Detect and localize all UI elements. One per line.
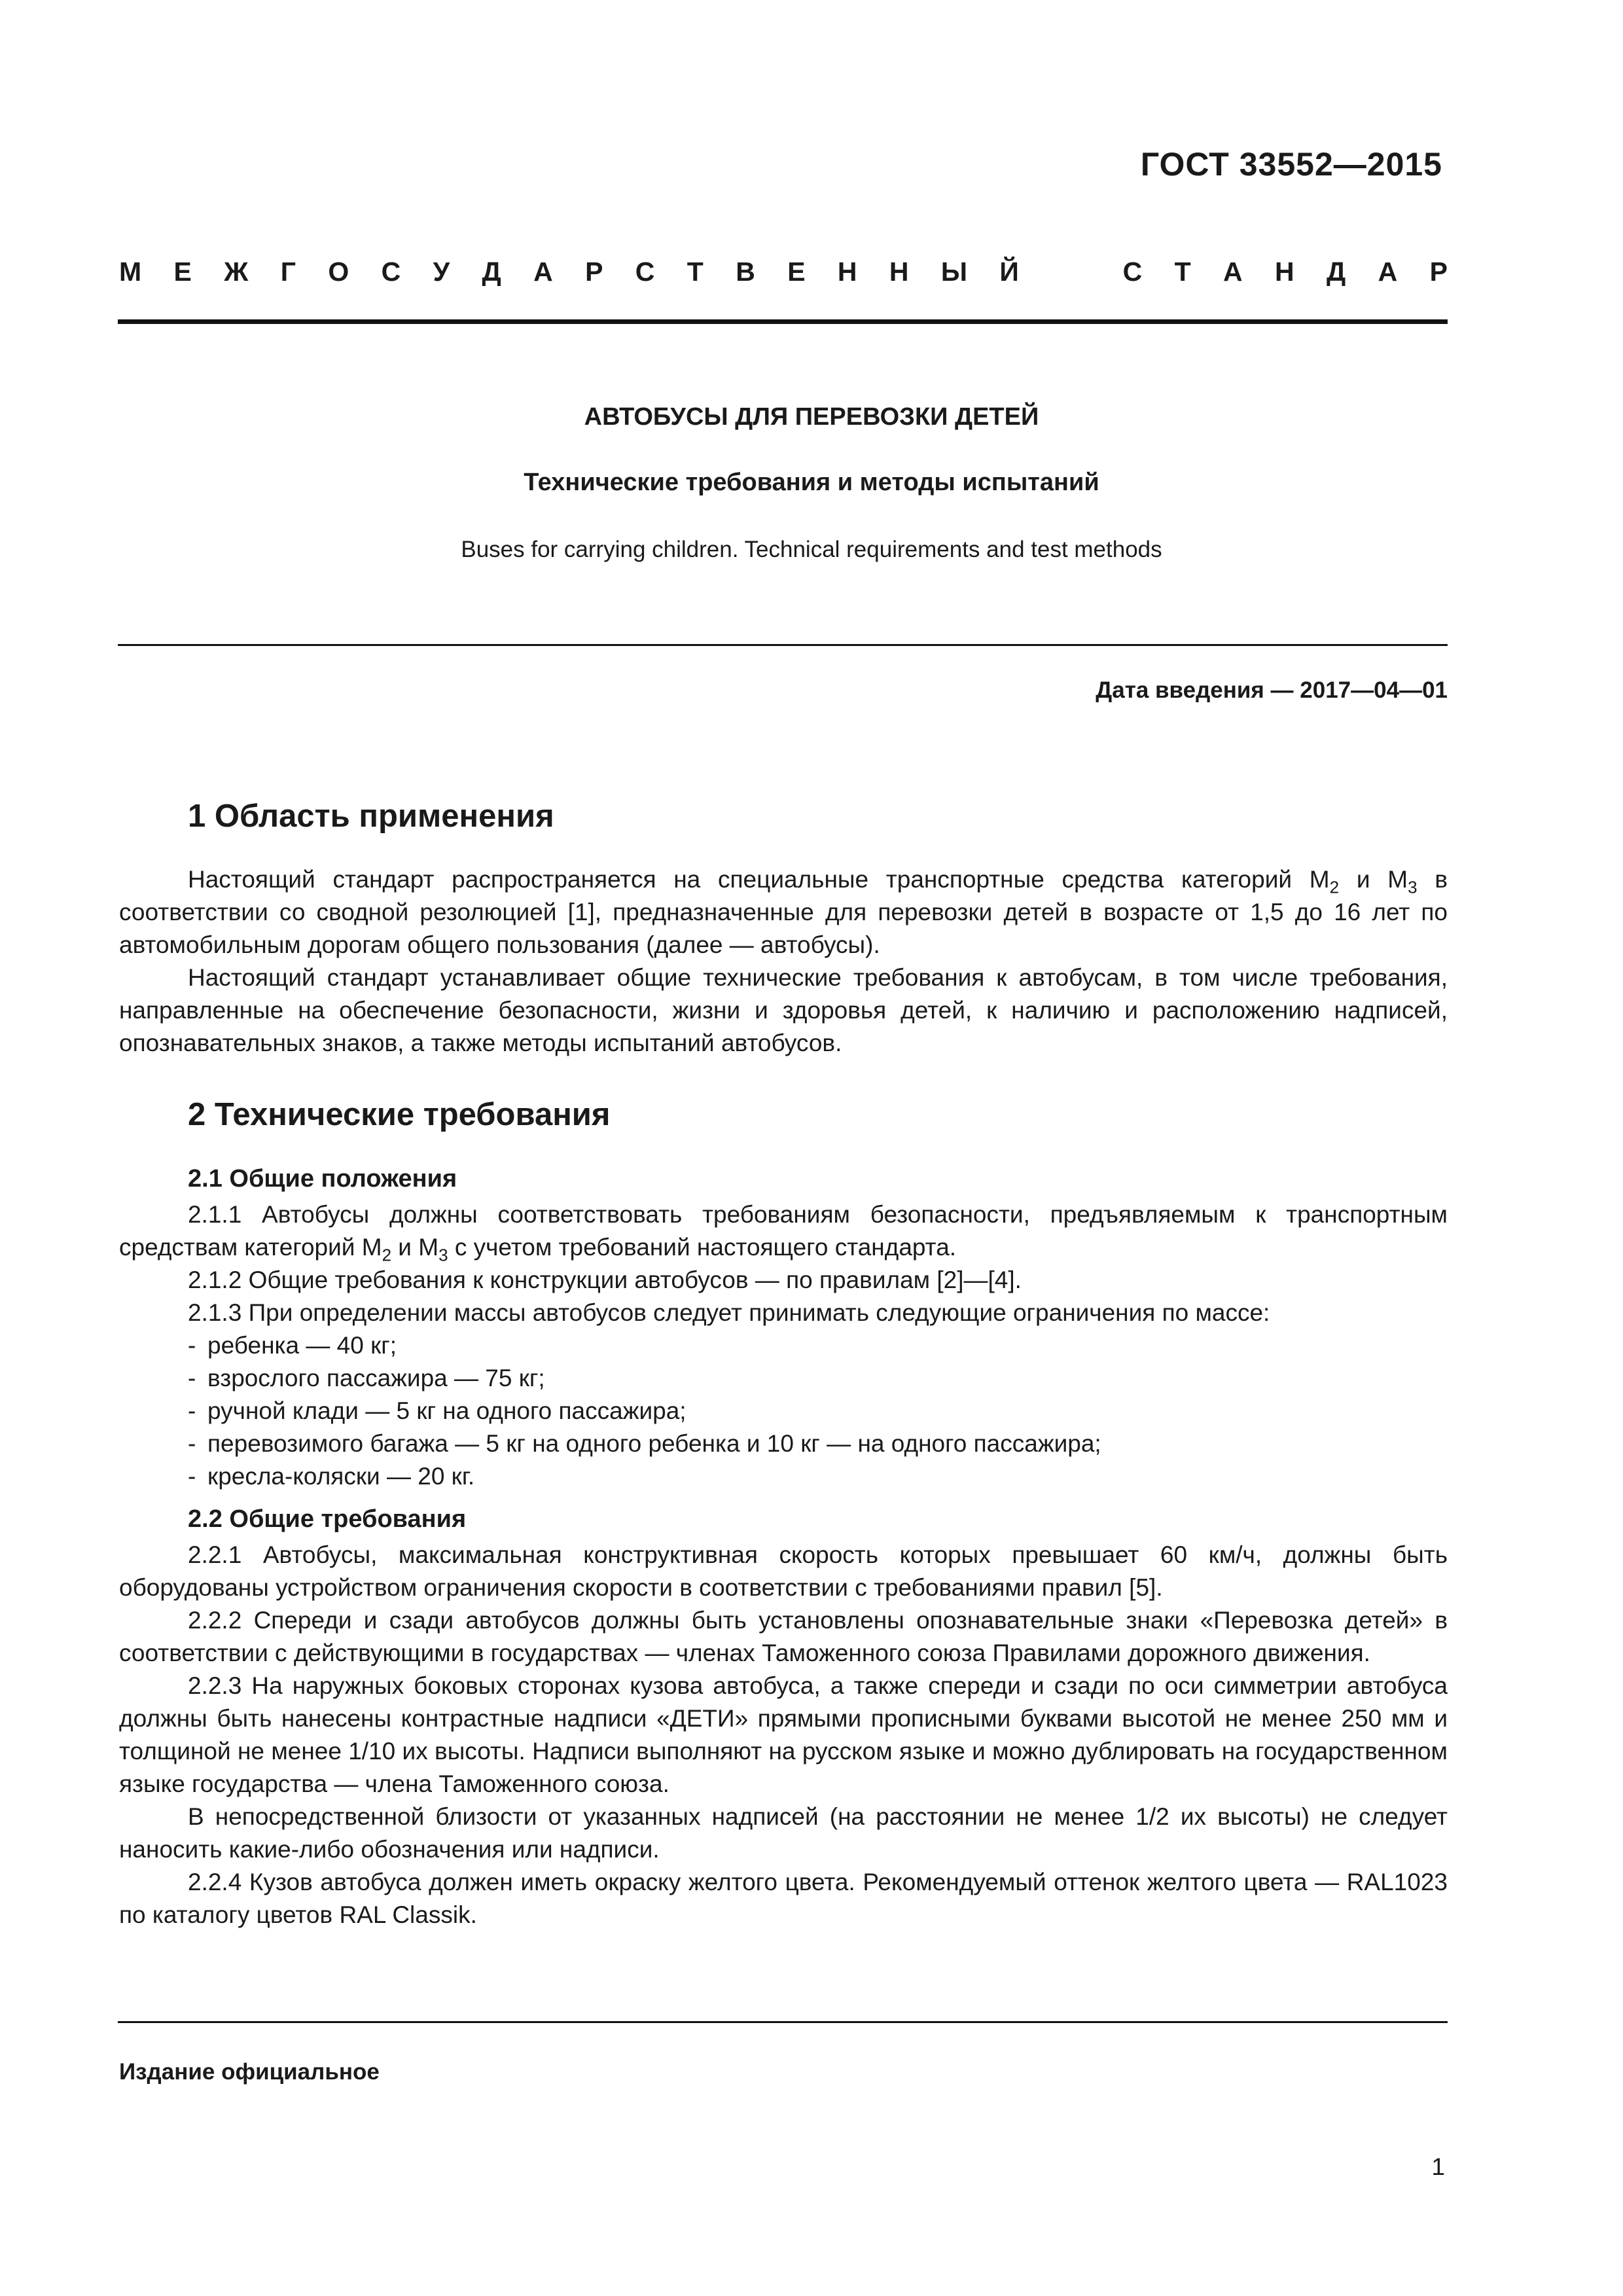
list-item: - ручной клади — 5 кг на одного пассажира;: [119, 1395, 1448, 1427]
interstate-letter: Р: [1429, 257, 1448, 287]
section-1-paragraph: Настоящий стандарт устанавливает общие технические требования к автобусам, в том числе требования, направленные на обеспечение безопасности, жизни и здоровья детей, к наличию и расположению надписей, опознавательных знаков, а также методы испытаний автобусов.: [119, 964, 1448, 1056]
subsection-2-2-heading: 2.2 Общие требования: [188, 1505, 467, 1533]
edition-label: Издание официальное: [119, 2059, 380, 2085]
interstate-letter: Т: [1174, 257, 1191, 287]
interstate-letter: Е: [173, 257, 192, 287]
interstate-letter: Ы: [940, 257, 968, 287]
document-body: [119, 795, 1448, 1931]
interstate-letter: С: [381, 257, 401, 287]
section-2-heading: 2 Технические требования: [188, 1097, 611, 1132]
interstate-letter: Й: [999, 257, 1019, 287]
clause-2-1-3: 2.1.3 При определении массы автобусов следует принимать следующие ограничения по массе:: [188, 1299, 1270, 1326]
document-title: АВТОБУСЫ ДЛЯ ПЕРЕВОЗКИ ДЕТЕЙ: [584, 403, 1039, 431]
document-title-english: Buses for carrying children. Technical requirements and test methods: [461, 537, 1162, 562]
interstate-letter: Д: [1327, 257, 1346, 287]
interstate-letter: Г: [280, 257, 296, 287]
subsection-2-1-heading: 2.1 Общие положения: [188, 1165, 457, 1193]
list-item: - взрослого пассажира — 75 кг;: [119, 1362, 1448, 1395]
gost-number: ГОСТ 33552—2015: [1140, 146, 1442, 183]
interstate-letter: О: [328, 257, 349, 287]
interstate-letter: Ж: [224, 257, 249, 287]
footer-divider: [118, 2021, 1448, 2023]
interstate-letter: Н: [1275, 257, 1294, 287]
section-1-paragraph: Настоящий стандарт распространяется на специальные транспортные средства категорий $M_2$ и $M_3$ в соответствии со сводной резолюцией [1], предназначенные для перевозки детей в возрасте от 1,5 до 16 лет по автомобильным дорогам общего пользования (далее — автобусы).: [119, 866, 1448, 958]
interstate-letter: Е: [787, 257, 806, 287]
interstate-letter: А: [533, 257, 553, 287]
list-item: - ребенка — 40 кг;: [119, 1329, 1448, 1362]
interstate-letter: Н: [837, 257, 857, 287]
interstate-letter: А: [1378, 257, 1398, 287]
list-item: - кресла-коляски — 20 кг.: [119, 1460, 1448, 1493]
interstate-letter: С: [635, 257, 655, 287]
clause-2-2-4: 2.2.4 Кузов автобуса должен иметь окраску желтого цвета. Рекомендуемый оттенок желтого цвета — RAL1023 по каталогу цветов RAL Classik.: [119, 1869, 1448, 1928]
interstate-letter: Р: [585, 257, 603, 287]
mass-limits-list: [119, 1329, 1448, 1493]
interstate-letter: М: [119, 257, 142, 287]
interstate-word-gap: [1051, 257, 1090, 287]
interstate-letter: А: [1223, 257, 1243, 287]
clause-2-1-1: 2.1.1 Автобусы должны соответствовать требованиям безопасности, предъявляемым к транспортным средствам категорий $M_2$ и $M_3$ с учетом требований настоящего стандарта.: [119, 1201, 1448, 1265]
interstate-letter: Д: [482, 257, 501, 287]
interstate-letter: С: [1122, 257, 1143, 287]
clause-2-2-1: 2.2.1 Автобусы, максимальная конструктивная скорость которых превышает 60 км/ч, должны быть оборудованы устройством ограничения скорости в соответствии с требованиями правил [5].: [119, 1541, 1448, 1601]
header-divider: [118, 319, 1448, 324]
introduction-date: Дата введения — 2017—04—01: [1096, 677, 1448, 703]
clause-2-1-2: 2.1.2 Общие требования к конструкции автобусов — по правилам [2]—[4].: [188, 1266, 1022, 1293]
clause-2-2-2: 2.2.2 Спереди и сзади автобусов должны быть установлены опознавательные знаки «Перевозка детей» в соответствии с действующими в государствах — членах Таможенного союза Правилами дорожного движения.: [119, 1607, 1448, 1666]
page-number: 1: [1431, 2153, 1445, 2180]
list-item: - перевозимого багажа — 5 кг на одного ребенка и 10 кг — на одного пассажира;: [119, 1427, 1448, 1460]
interstate-letter: В: [736, 257, 755, 287]
interstate-letter: У: [433, 257, 450, 287]
interstate-letter: Н: [889, 257, 909, 287]
interstate-letter: Т: [687, 257, 704, 287]
clause-2-2-3-continued: В непосредственной близости от указанных надписей (на расстоянии не менее 1/2 их высоты) не следует наносить какие-либо обозначения или надписи.: [119, 1803, 1448, 1863]
interstate-standard-label: [119, 257, 1448, 287]
section-1-heading: 1 Область применения: [188, 798, 554, 834]
document-subtitle: Технические требования и методы испытаний: [524, 469, 1099, 496]
title-divider: [118, 644, 1448, 646]
clause-2-2-3: 2.2.3 На наружных боковых сторонах кузова автобуса, а также спереди и сзади по оси симметрии автобуса должны быть нанесены контрастные надписи «ДЕТИ» прямыми прописными буквами высотой не менее 250 мм и толщиной не менее 1/10 их высоты. Надписи выполняют на русском языке и можно дублировать на государственном языке государства — члена Таможенного союза.: [119, 1672, 1448, 1797]
